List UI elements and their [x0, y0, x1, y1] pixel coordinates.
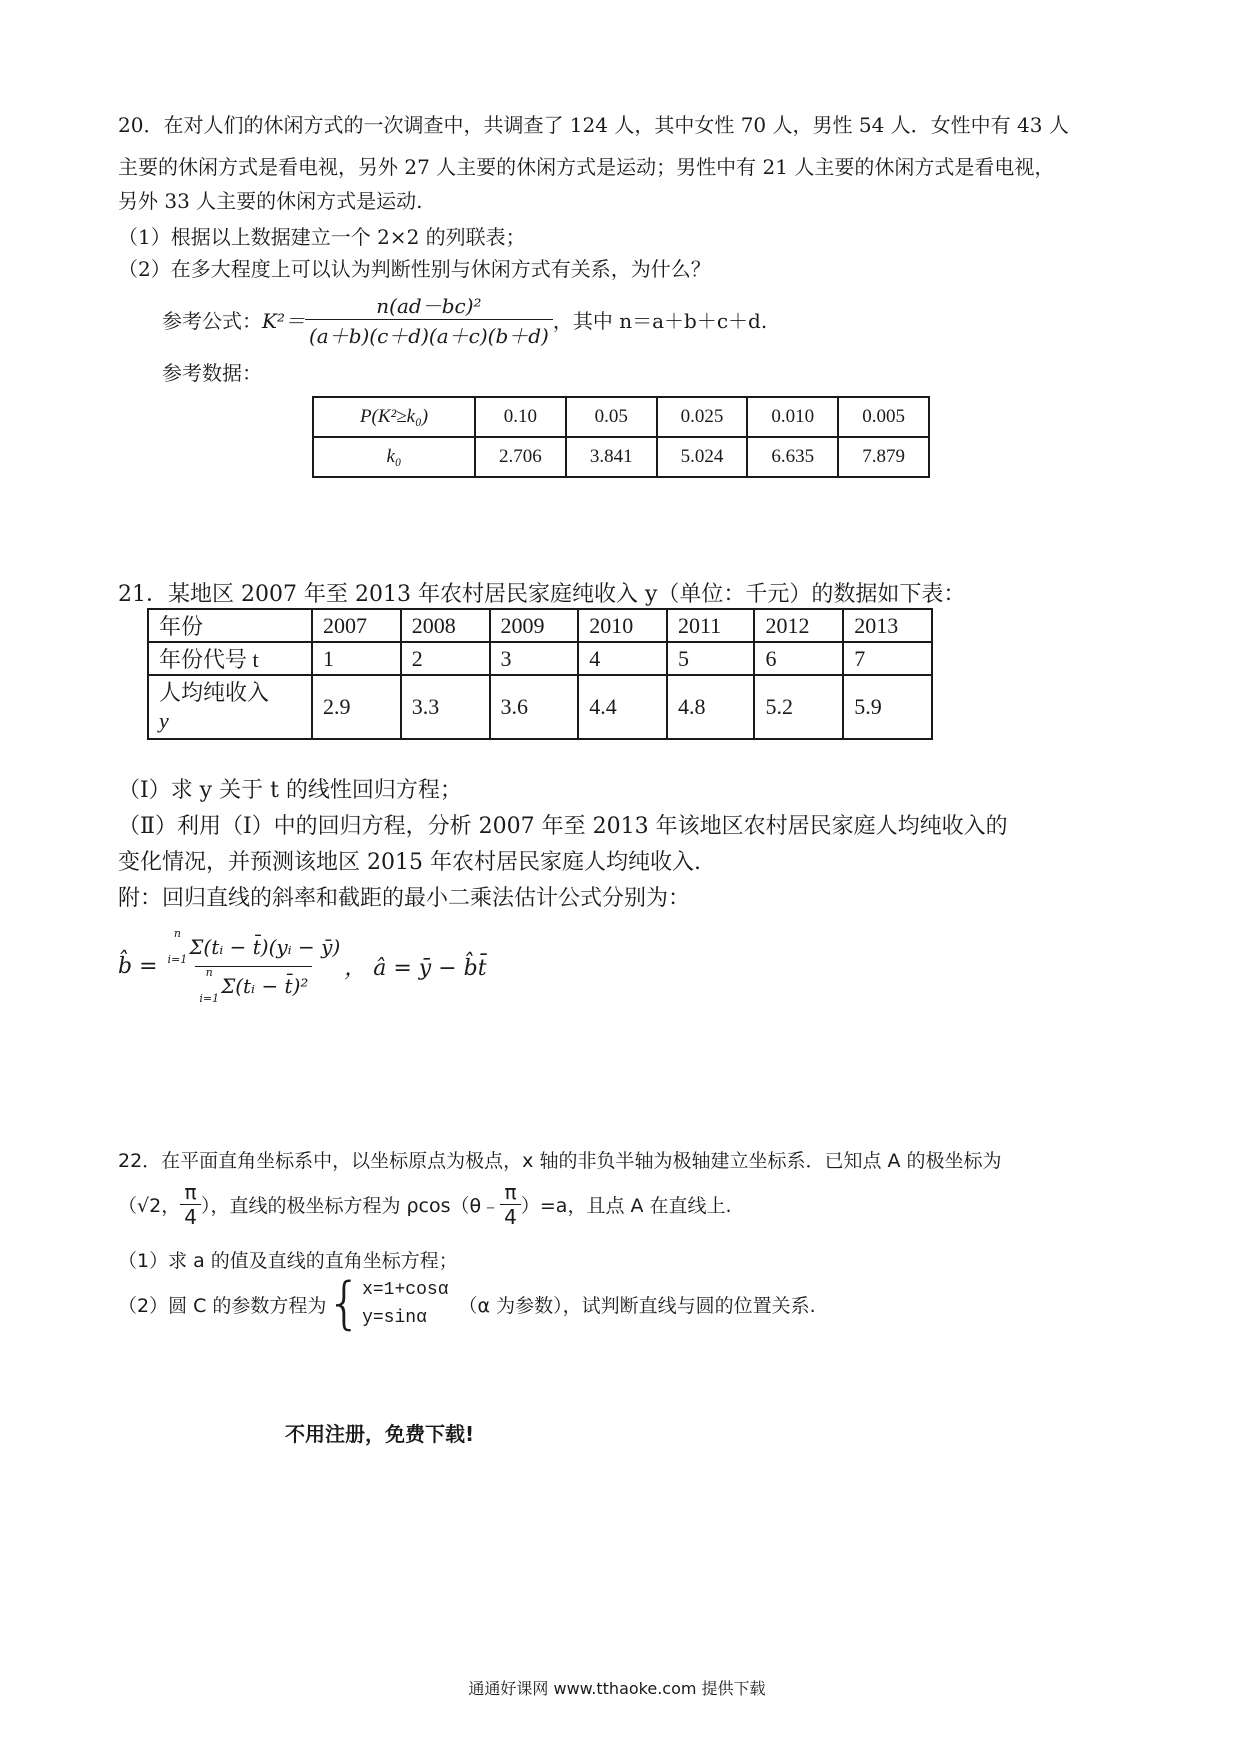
table-cell: 6.635	[747, 437, 838, 477]
table-cell: 2010	[578, 609, 667, 642]
formula-label: 参考公式：	[162, 309, 262, 333]
table-cell: 3.3	[401, 675, 490, 739]
table-cell: 2.706	[475, 437, 566, 477]
pi-denominator: 4	[500, 1204, 521, 1229]
table-row	[148, 642, 932, 675]
q21-part2a: （Ⅱ）利用（Ⅰ）中的回归方程，分析 2007 年至 2013 年该地区农村居民家庭人均纯收入的	[118, 814, 1008, 839]
slope-denominator-text: Σ(tᵢ − t̄)²	[221, 974, 309, 998]
formula-denominator: (a＋b)(c＋d)(a＋c)(b＋d)	[305, 319, 553, 349]
q22-line2	[118, 1180, 732, 1229]
table-cell: 5.2	[754, 675, 843, 739]
sum-lower: i=1	[167, 953, 188, 966]
brace-icon: {	[326, 1271, 363, 1336]
slope-denominator	[195, 966, 312, 1005]
pi-denominator: 4	[180, 1204, 201, 1229]
table-header-cell: 年份代号 t	[148, 642, 312, 675]
formula-numerator: n(ad－bc)²	[376, 294, 482, 318]
part2-pre: （2）圆 C 的参数方程为	[118, 1294, 327, 1317]
param-equations	[362, 1276, 448, 1332]
point-open: （√2，	[118, 1195, 181, 1217]
row-head-text: 人均纯收入	[159, 680, 270, 705]
pi-numerator: π	[504, 1180, 517, 1204]
slope-numerator-text: Σ(tᵢ − t̄)(yᵢ − ȳ)	[189, 935, 341, 959]
table-cell: 0.10	[475, 397, 566, 437]
table-cell: 0.005	[838, 397, 929, 437]
table-row	[148, 675, 932, 739]
q20-part1: （1）根据以上数据建立一个 2×2 的列联表；	[118, 225, 526, 249]
q20-line1: 20．在对人们的休闲方式的一次调查中，共调查了 124 人，其中女性 70 人，男性 54 人．女性中有 43 人	[118, 113, 1069, 137]
row-head-var: y	[159, 708, 169, 733]
table-cell: 4.8	[667, 675, 754, 739]
page-footer: 通通好课网 www.tthaoke.com 提供下载	[468, 1679, 766, 1698]
part2-post: （α 为参数），试判断直线与圆的位置关系.	[458, 1294, 816, 1317]
b-hat: b̂ =	[118, 954, 158, 979]
table-row	[148, 609, 932, 642]
table-cell: 5.9	[843, 675, 932, 739]
table-cell: 0.010	[747, 397, 838, 437]
q21-part1: （Ⅰ）求 y 关于 t 的线性回归方程；	[118, 778, 462, 803]
line-close: ）=a，且点 A 在直线上.	[520, 1195, 732, 1217]
table-row	[313, 397, 929, 437]
sum-limits	[199, 967, 219, 1005]
q22-part2	[118, 1271, 816, 1336]
sum-limits	[168, 928, 188, 966]
sum-upper: n	[205, 966, 213, 979]
table-cell: 1	[312, 642, 401, 675]
sum-lower: i=1	[199, 992, 220, 1005]
q20-data-label: 参考数据：	[162, 361, 262, 385]
q21-line1: 21．某地区 2007 年至 2013 年农村居民家庭纯收入 y（单位：千元）的数据如下表：	[118, 582, 966, 607]
q21-appendix: 附：回归直线的斜率和截距的最小二乘法估计公式分别为：	[118, 886, 691, 911]
table-cell: 2009	[490, 609, 579, 642]
slope-numerator	[164, 928, 345, 966]
table-header-cell	[148, 675, 312, 739]
income-table	[147, 608, 933, 740]
table-cell: 2012	[754, 609, 843, 642]
pi-over-4	[500, 1180, 521, 1229]
point-close: ），直线的极坐标方程为 ρcos（θ﹣	[200, 1195, 501, 1217]
table-row	[313, 437, 929, 477]
table-cell: 0.025	[657, 397, 748, 437]
sum-upper: n	[173, 927, 181, 940]
table-cell: 4.4	[578, 675, 667, 739]
slope-fraction	[164, 928, 345, 1005]
table-cell: 2.9	[312, 675, 401, 739]
formula-tail: ，其中 n＝a＋b＋c＋d.	[552, 309, 768, 333]
formula-fraction	[305, 290, 553, 349]
table-header-cell: P(K²≥k₀)	[313, 397, 475, 437]
q20-part2: （2）在多大程度上可以认为判断性别与休闲方式有关系，为什么？	[118, 257, 711, 281]
regression-formula	[118, 928, 487, 1005]
table-cell: 5.024	[657, 437, 748, 477]
table-cell: 3	[490, 642, 579, 675]
q20-formula	[162, 290, 767, 349]
a-hat: ， â = ȳ − b̂t̄	[344, 956, 487, 981]
table-cell: 4	[578, 642, 667, 675]
table-cell: 2007	[312, 609, 401, 642]
q20-line2: 主要的休闲方式是看电视，另外 27 人主要的休闲方式是运动；男性中有 21 人主要的休闲方式是看电视，	[118, 155, 1055, 179]
table-cell: 3.841	[566, 437, 657, 477]
q21-part2b: 变化情况，并预测该地区 2015 年农村居民家庭人均纯收入.	[118, 850, 701, 875]
reference-table	[312, 396, 930, 478]
table-cell: 2	[401, 642, 490, 675]
table-cell: 3.6	[490, 675, 579, 739]
table-cell: 7.879	[838, 437, 929, 477]
formula-lhs: K²＝	[262, 309, 305, 333]
pi-numerator: π	[184, 1180, 197, 1204]
promo-text: 不用注册，免费下载!	[285, 1422, 475, 1446]
table-header-cell: 年份	[148, 609, 312, 642]
q22-line1: 22．在平面直角坐标系中，以坐标原点为极点，x 轴的非负半轴为极轴建立坐标系．已知点 A 的极坐标为	[118, 1150, 1002, 1172]
table-cell: 7	[843, 642, 932, 675]
param-eq-x: x=1+cosα	[362, 1280, 449, 1300]
table-cell: 5	[667, 642, 754, 675]
table-header-cell: k₀	[313, 437, 475, 477]
table-cell: 2013	[843, 609, 932, 642]
pi-over-4	[180, 1180, 201, 1229]
q22-part1: （1）求 a 的值及直线的直角坐标方程；	[118, 1250, 458, 1272]
param-eq-y: y=sinα	[362, 1308, 427, 1328]
table-cell: 0.05	[566, 397, 657, 437]
table-cell: 6	[754, 642, 843, 675]
table-cell: 2011	[667, 609, 754, 642]
table-cell: 2008	[401, 609, 490, 642]
q20-line3: 另外 33 人主要的休闲方式是运动.	[118, 189, 423, 213]
